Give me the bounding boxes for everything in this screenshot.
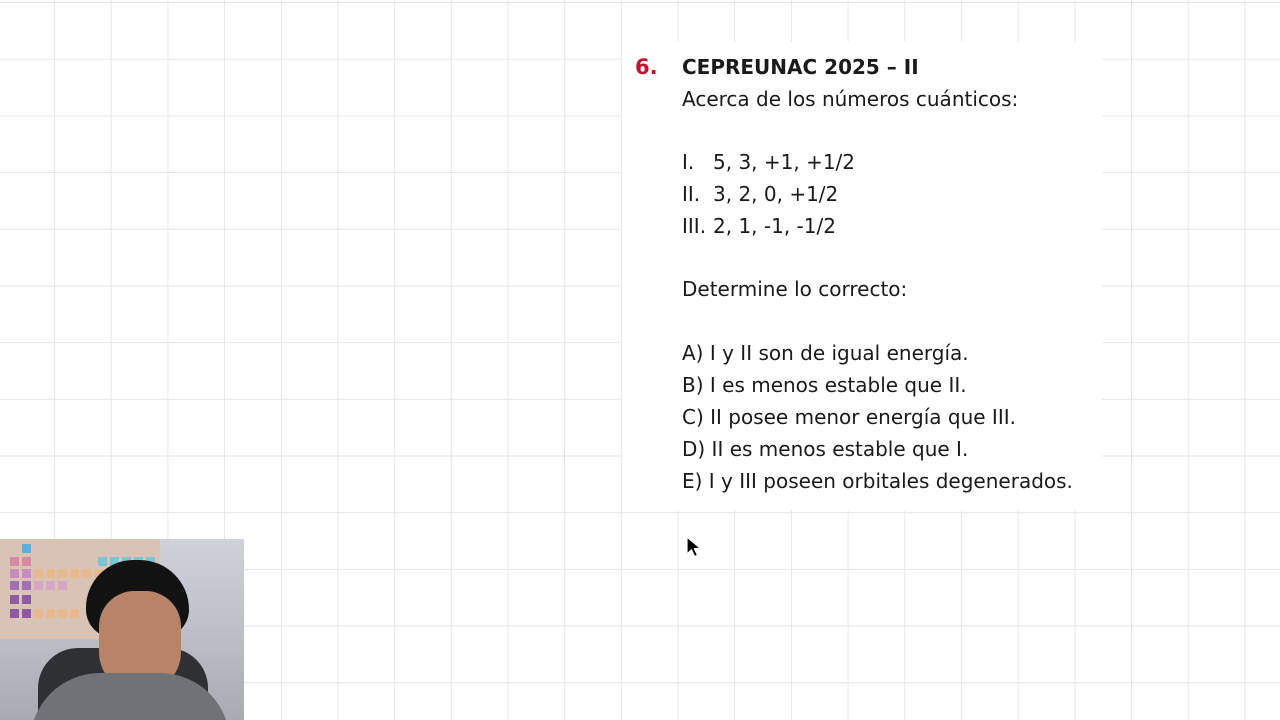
mouse-pointer-icon (686, 536, 702, 558)
statement-roman: III. (682, 214, 707, 238)
statement-item (682, 181, 838, 207)
problem-source: CEPREUNAC 2025 – II (682, 55, 919, 79)
problem-instruction: Determine lo correcto: (682, 277, 908, 301)
answer-option-a[interactable]: A) I y II son de igual energía. (682, 341, 969, 365)
statement-item (682, 149, 855, 175)
statement-values: 2, 1, -1, -1/2 (713, 214, 836, 238)
answer-option-c[interactable]: C) II posee menor energía que III. (682, 405, 1016, 429)
answer-option-e[interactable]: E) I y III poseen orbitales degenerados. (682, 469, 1073, 493)
statement-values: 3, 2, 0, +1/2 (713, 182, 839, 206)
statement-values: 5, 3, +1, +1/2 (713, 150, 856, 174)
answer-option-b[interactable]: B) I es menos estable que II. (682, 373, 967, 397)
statement-item (682, 213, 836, 239)
problem-question: Acerca de los números cuánticos: (682, 87, 1019, 111)
statement-roman: I. (682, 150, 695, 174)
problem-number: 6. (635, 55, 658, 79)
statement-roman: II. (682, 182, 701, 206)
webcam-video (0, 539, 244, 720)
answer-option-d[interactable]: D) II es menos estable que I. (682, 437, 969, 461)
